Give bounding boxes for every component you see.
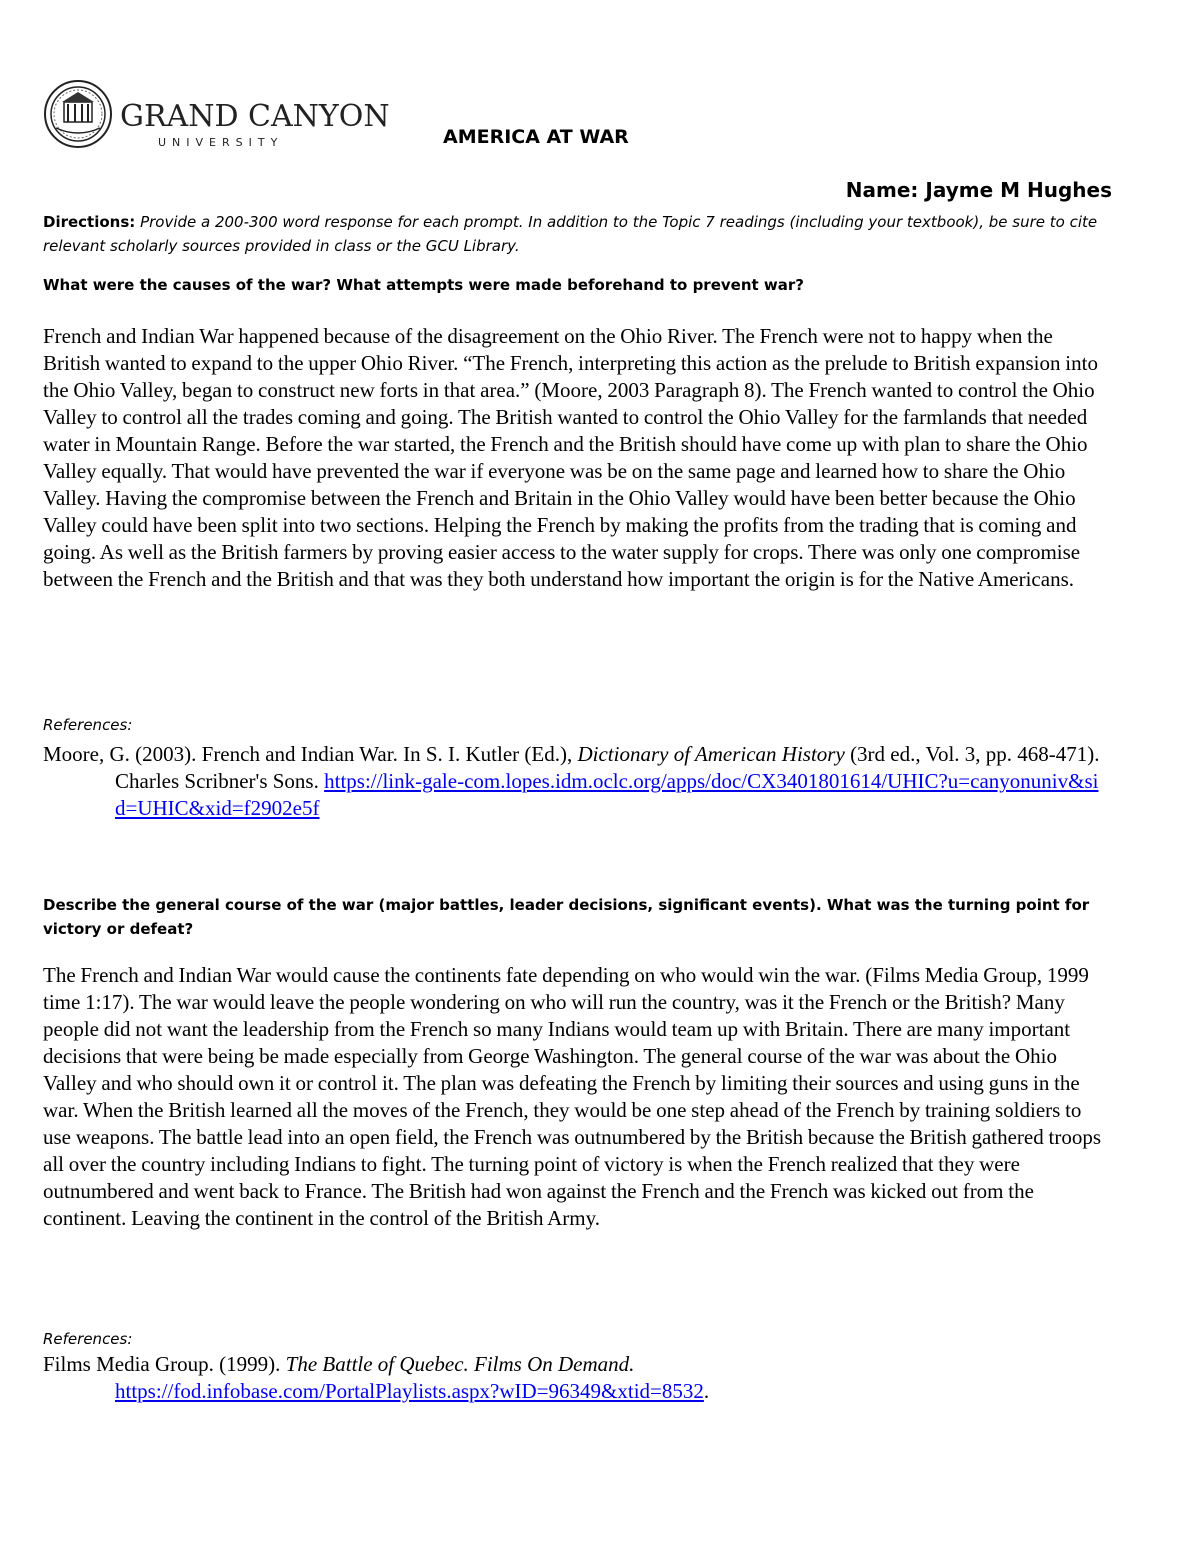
reference-2-title: The Battle of Quebec. Films On Demand.: [285, 1352, 635, 1376]
references-label-1: References:: [43, 716, 133, 734]
student-name: Name: Jayme M Hughes: [845, 178, 1112, 202]
reference-1-text: Moore, G. (2003). French and Indian War. In S. I. Kutler (Ed.),: [43, 742, 578, 766]
directions-text: Provide a 200-300 word response for each prompt. In addition to the Topic 7 readings (including your textbook), be sure to cite relevant scholarly sources provided in class or the GCU Library.: [43, 213, 1098, 255]
reference-1-text-after: (3rd ed., Vol. 3, pp. 468-471). Charles Scribner's Sons.: [115, 742, 1100, 793]
document-title: AMERICA AT WAR: [443, 126, 629, 148]
prompt-1: What were the causes of the war? What attempts were made beforehand to prevent war?: [43, 276, 804, 294]
directions-label: Directions:: [43, 213, 136, 231]
reference-2-link[interactable]: https://fod.infobase.com/PortalPlaylists.aspx?wID=96349&xtid=8532: [115, 1379, 704, 1403]
prompt-2: Describe the general course of the war (major battles, leader decisions, significant events). What was the turning point for victory or defeat?: [43, 896, 1090, 938]
answer-1: French and Indian War happened because of the disagreement on the Ohio River. The French were not to happy when the British wanted to expand to the upper Ohio River. “The French, interpreting this action as the prelude to British expansion into the Ohio Valley, began to construct new forts in that area.” (Moore, 2003 Paragraph 8). The French wanted to control the Ohio Valley to control all the trades coming and going. The British wanted to control the Ohio Valley for the farmlands that needed water in Mountain Range. Before the war started, the French and the British should have come up with plan to share the Ohio Valley equally. That would have prevented the war if everyone was be on the same page and learned how to share the Ohio Valley. Having the compromise between the French and Britain in the Ohio Valley would have been better because the Ohio Valley could have been split into two sections. Helping the French by making the profits from the trading that is coming and going. As well as the British farmers by proving easier access to the water supply for crops. There was only one compromise between the French and the British and that was they both understand how important the origin is for the Native Americans.: [43, 324, 1098, 591]
reference-1: [43, 741, 1108, 822]
reference-1-link[interactable]: https://link-gale-com.lopes.idm.oclc.org/apps/doc/CX3401801614/UHIC?u=canyonuniv&sid=UHIC&xid=f2902e5f: [115, 769, 1099, 820]
logo-line2: UNIVERSITY: [158, 136, 284, 149]
answer-2: The French and Indian War would cause the continents fate depending on who would win the war. (Films Media Group, 1999 time 1:17). The war would leave the people wondering on who will run the country, was it the French or the British? Many people did not want the leadership from the French so many Indians would team up with Britain. There are many important decisions that were being be made especially from George Washington. The general course of the war was about the Ohio Valley and who should own it or control it. The plan was defeating the French by limiting their sources and using guns in the war. When the British learned all the moves of the French, they would be one step ahead of the French by training soldiers to use weapons. The battle lead into an open field, the French was outnumbered by the British because the British gathered troops all over the country including Indians to fight. The turning point of victory is when the French realized that they were outnumbered and went back to France. The British had won against the French and the French was kicked out from the continent. Leaving the continent in the control of the British Army.: [43, 963, 1101, 1230]
reference-2: [43, 1351, 1108, 1405]
directions: [43, 210, 1118, 258]
university-logo: [42, 76, 390, 156]
reference-2-text: Films Media Group. (1999).: [43, 1352, 286, 1376]
reference-2-text-after: .: [703, 1379, 710, 1403]
logo-line1: GRAND CANYON: [120, 99, 390, 134]
reference-1-title: Dictionary of American History: [577, 742, 845, 766]
university-seal-icon: [42, 76, 390, 156]
references-label-2: References:: [43, 1330, 133, 1348]
